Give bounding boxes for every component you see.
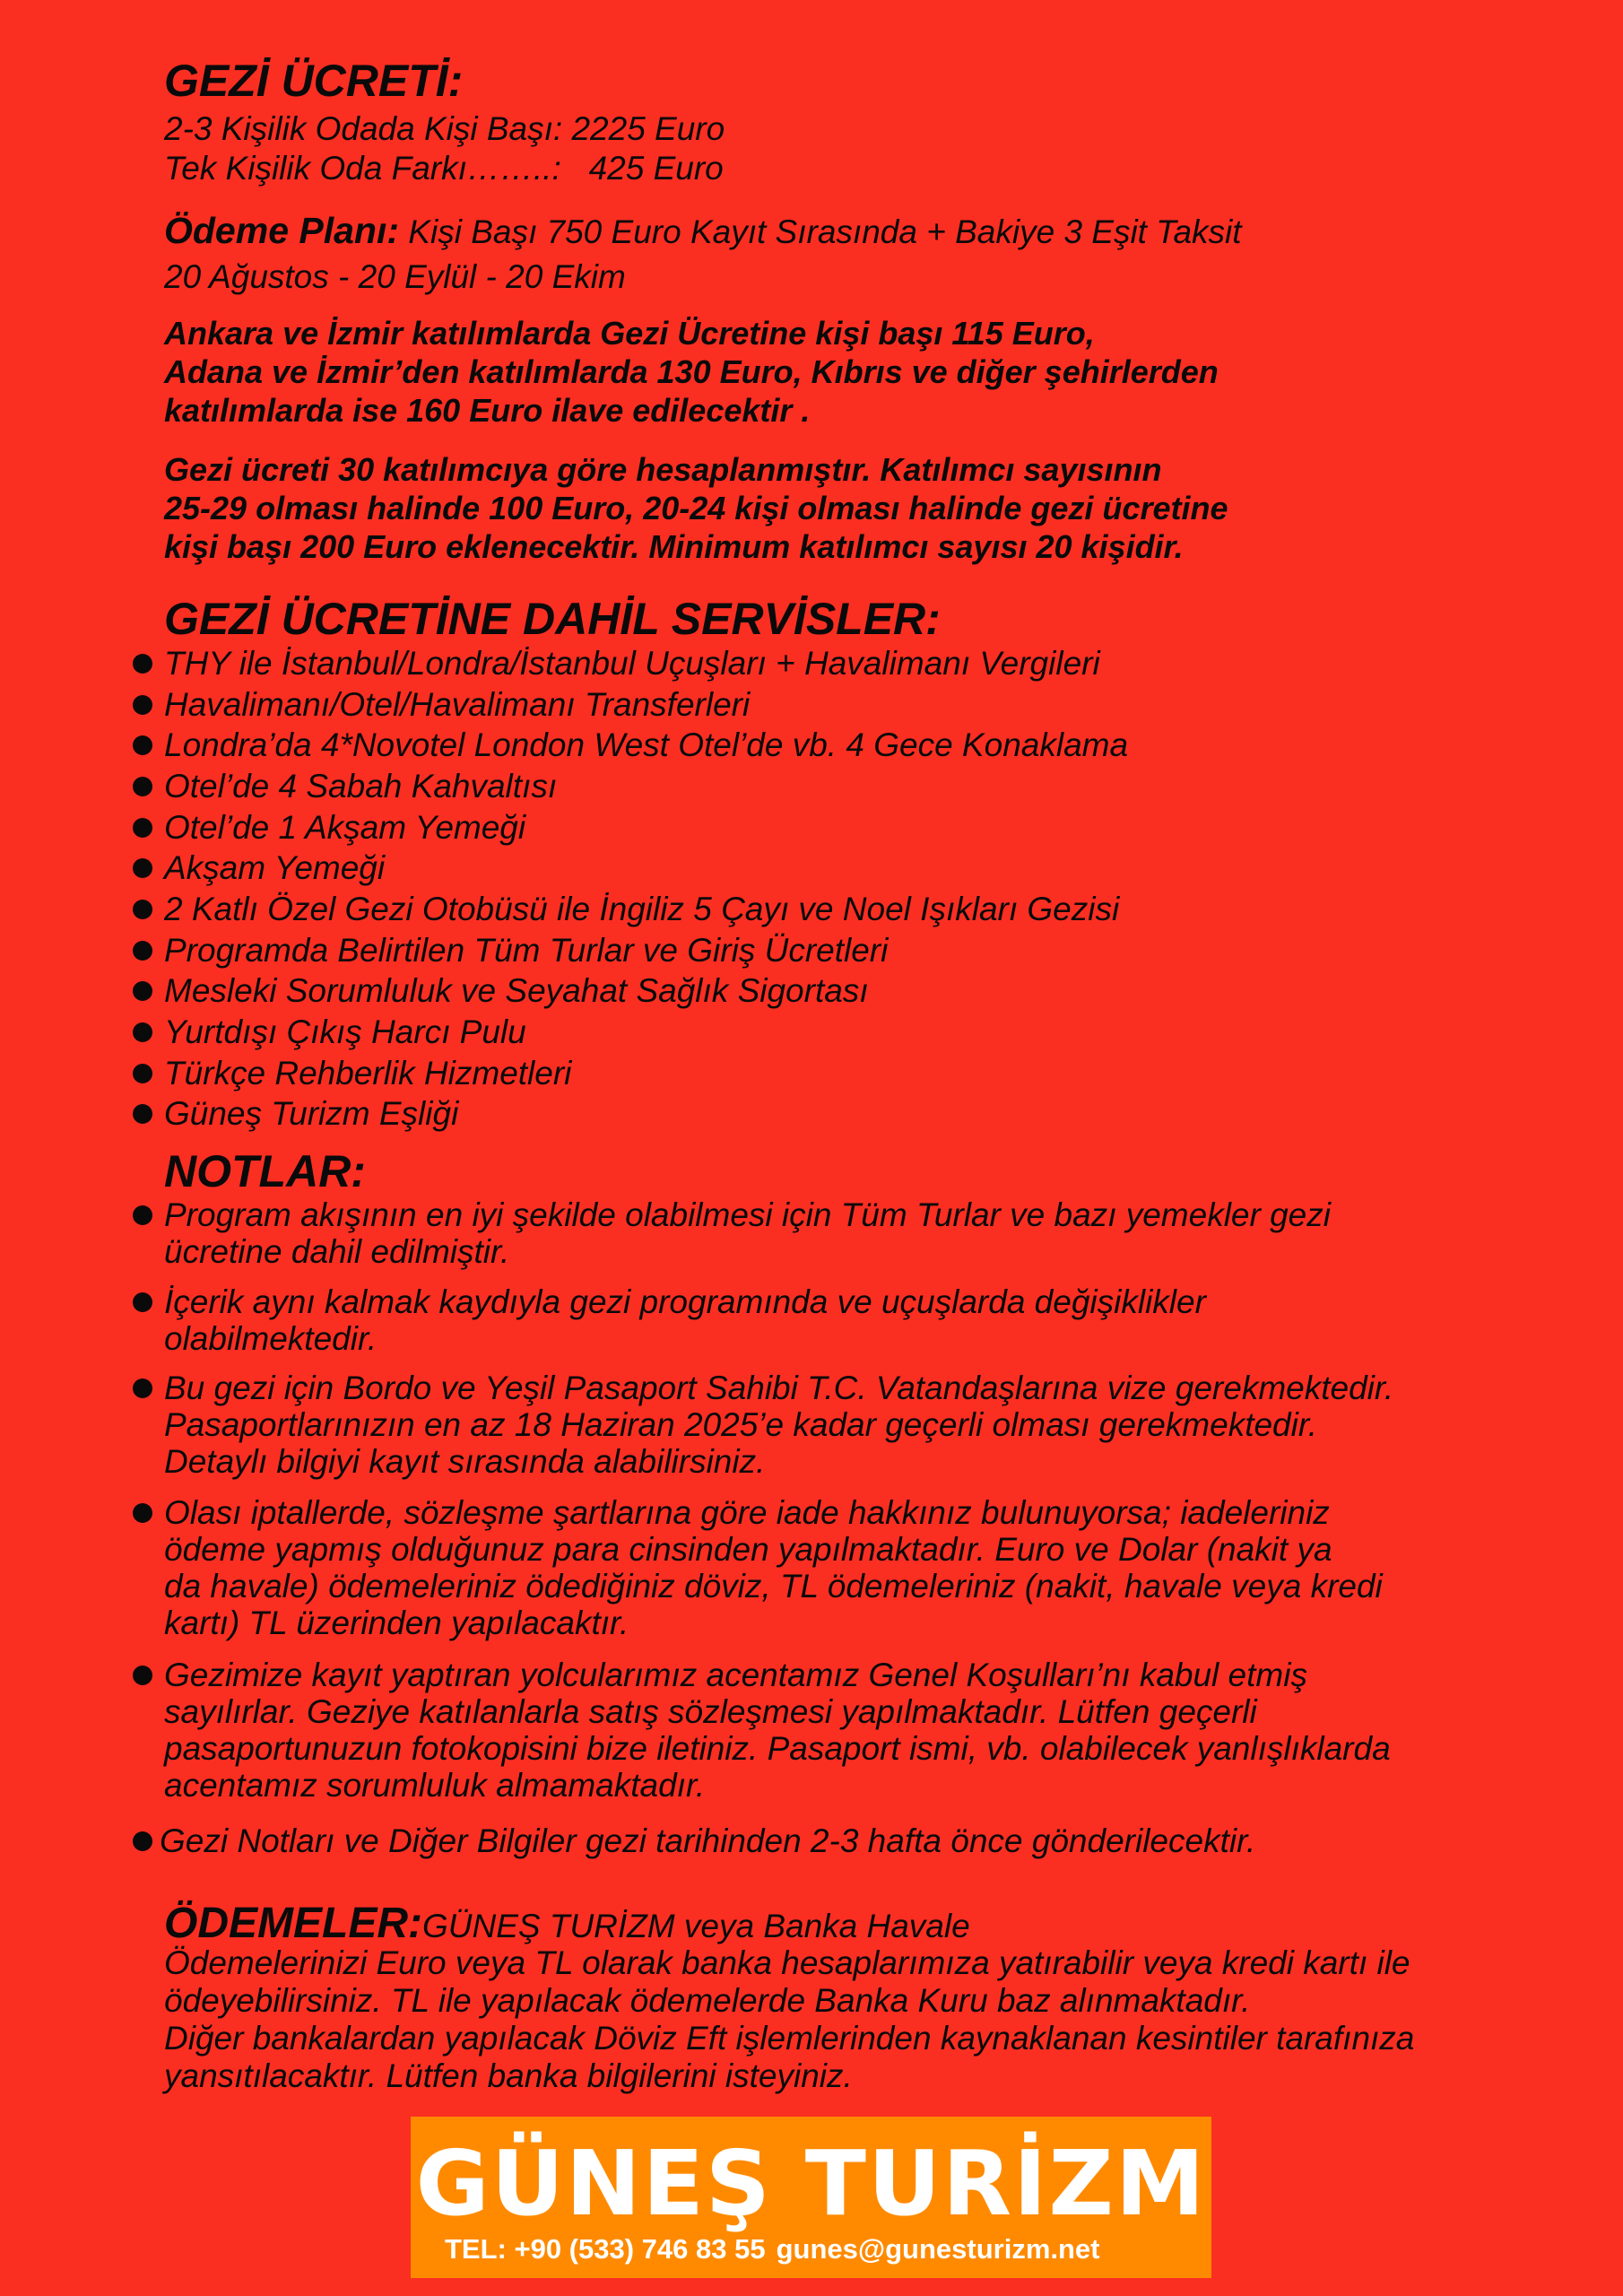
bullet-icon — [133, 981, 152, 1001]
payment-plan — [164, 208, 1605, 255]
notes-heading: NOTLAR: — [164, 1146, 366, 1196]
payments-body — [164, 1944, 1605, 2095]
bullet-icon — [133, 1665, 152, 1685]
bullet-icon — [133, 1064, 152, 1083]
brand-contact — [445, 2231, 1100, 2267]
bullet-icon — [133, 654, 152, 674]
participant-line: kişi başı 200 Euro eklenecektir. Minimum katılımcı sayısı 20 kişidir. — [164, 528, 1184, 565]
note-item: Gezi Notları ve Diğer Bilgiler gezi tarihinden 2-3 hafta önce gönderilecektir. — [133, 1822, 1605, 1859]
payment-plan-label: Ödeme Planı: — [164, 210, 400, 251]
bullet-icon — [133, 695, 152, 715]
services-heading: GEZİ ÜCRETİNE DAHİL SERVİSLER: — [164, 594, 941, 644]
payments-heading-suffix: GÜNEŞ TURİZM veya Banka Havale — [422, 1908, 970, 1944]
bullet-icon — [133, 858, 152, 878]
service-item: Otel’de 4 Sabah Kahvaltısı — [133, 767, 1605, 806]
bullet-icon — [133, 900, 152, 919]
payments-line: ödeyebilirsiniz. TL ile yapılacak ödemelerde Banka Kuru baz alınmaktadır. — [164, 1982, 1251, 2019]
note-item: Olası iptallerde, sözleşme şartlarına göre iade hakkınız bulunuyorsa; iadeleriniz ödeme yapmış olduğunuz para cinsinden yapılmaktadır. Euro ve Dolar (nakit ya da havale) ödemeleriniz ödediğiniz döviz, TL ödemeleriniz (nakit, havale veya kredi kartı) TL üzerinden yapılacaktır. — [133, 1494, 1605, 1641]
note-item: Program akışının en iyi şekilde olabilmesi için Tüm Turlar ve bazı yemekler gezi ücretine dahil edilmiştir. — [133, 1196, 1605, 1270]
regional-line: katılımlarda ise 160 Euro ilave edilecektir . — [164, 392, 811, 429]
service-item: Havalimanı/Otel/Havalimanı Transferleri — [133, 685, 1605, 725]
service-item: Mesleki Sorumluluk ve Seyahat Sağlık Sigortası — [133, 971, 1605, 1011]
price-heading: GEZİ ÜCRETİ: — [164, 56, 464, 106]
regional-line: Ankara ve İzmir katılımlarda Gezi Ücretine kişi başı 115 Euro, — [164, 315, 1095, 352]
single-room-supplement: Tek Kişilik Oda Farkı……..: 425 Euro — [164, 150, 724, 187]
bullet-icon — [133, 1292, 152, 1312]
regional-line: Adana ve İzmir’den katılımlarda 130 Euro, Kıbrıs ve diğer şehirlerden — [164, 353, 1219, 390]
service-item: Programda Belirtilen Tüm Turlar ve Giriş Ücretleri — [133, 931, 1605, 970]
payments-line: Ödemelerinizi Euro veya TL olarak banka hesaplarımıza yatırabilir veya kredi kartı ile — [164, 1944, 1410, 1981]
payments-heading: ÖDEMELER: — [164, 1900, 422, 1947]
service-item: Akşam Yemeği — [133, 848, 1605, 888]
payment-plan-text: Kişi Başı 750 Euro Kayıt Sırasında + Bakiye 3 Eşit Taksit — [399, 213, 1242, 250]
phone-number[interactable]: TEL: +90 (533) 746 83 55 — [445, 2233, 766, 2265]
brand-box — [411, 2117, 1211, 2278]
participant-line: Gezi ücreti 30 katılımcıya göre hesaplanmıştır. Katılımcı sayısının — [164, 451, 1162, 488]
payments-heading-row — [164, 1901, 1605, 1949]
regional-surcharge — [164, 314, 1605, 430]
bullet-icon — [133, 777, 152, 796]
bullet-icon — [133, 735, 152, 755]
email-address[interactable]: gunes@gunesturizm.net — [776, 2233, 1100, 2265]
bullet-icon — [133, 941, 152, 961]
double-room-price: 2-3 Kişilik Odada Kişi Başı: 2225 Euro — [164, 110, 725, 147]
bullet-icon — [133, 1022, 152, 1042]
payments-line: Diğer bankalardan yapılacak Döviz Eft işlemlerinden kaynaklanan kesintiler tarafınıza — [164, 2020, 1415, 2057]
bullet-icon — [133, 1831, 152, 1851]
service-item: 2 Katlı Özel Gezi Otobüsü ile İngiliz 5 Çayı ve Noel Işıkları Gezisi — [133, 890, 1605, 929]
service-item: Güneş Turizm Eşliği — [133, 1094, 1605, 1134]
bullet-icon — [133, 1378, 152, 1398]
note-item: Gezimize kayıt yaptıran yolcularımız acentamız Genel Koşulları’nı kabul etmiş sayılırlar. Geziye katılanlarla satış sözleşmesi yapılmaktadır. Lütfen geçerli pasaportunuzun fotokopisini bize iletiniz. Pasaport ismi, vb. olabilecek yanlışlıklarda acentamız sorumluluk almamaktadır. — [133, 1657, 1605, 1804]
brand-logo-text: GÜNEŞ TURİZM — [415, 2131, 1207, 2236]
service-item: THY ile İstanbul/Londra/İstanbul Uçuşları + Havalimanı Vergileri — [133, 644, 1605, 683]
note-item: İçerik aynı kalmak kaydıyla gezi programında ve uçuşlarda değişiklikler olabilmektedir. — [133, 1283, 1605, 1357]
service-item: Yurtdışı Çıkış Harcı Pulu — [133, 1013, 1605, 1052]
bullet-icon — [133, 818, 152, 838]
bullet-icon — [133, 1205, 152, 1225]
service-item: Londra’da 4*Novotel London West Otel’de vb. 4 Gece Konaklama — [133, 726, 1605, 765]
service-item: Otel’de 1 Akşam Yemeği — [133, 808, 1605, 848]
bullet-icon — [133, 1104, 152, 1124]
participant-pricing — [164, 450, 1605, 566]
note-item: Bu gezi için Bordo ve Yeşil Pasaport Sahibi T.C. Vatandaşlarına vize gerekmektedir. Pasaportlarınızın en az 18 Haziran 2025’e kadar geçerli olması gerekmektedir. Detaylı bilgiyi kayıt sırasında alabilirsiniz. — [133, 1370, 1605, 1480]
payments-line: yansıtılacaktır. Lütfen banka bilgilerini isteyiniz. — [164, 2057, 853, 2094]
participant-line: 25-29 olması halinde 100 Euro, 20-24 kişi olması halinde gezi ücretine — [164, 490, 1228, 526]
bullet-icon — [133, 1503, 152, 1523]
installment-dates: 20 Ağustos - 20 Eylül - 20 Ekim — [164, 258, 626, 295]
service-item: Türkçe Rehberlik Hizmetleri — [133, 1054, 1605, 1093]
